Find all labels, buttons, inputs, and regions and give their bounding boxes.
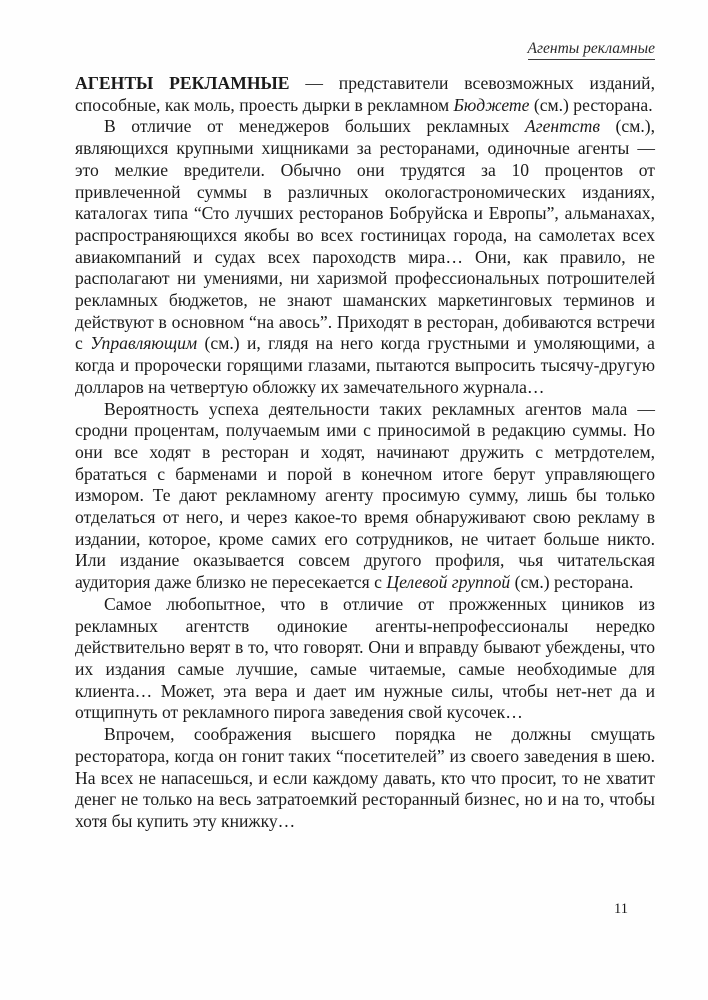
paragraph bbox=[75, 116, 655, 398]
article-body bbox=[75, 73, 655, 833]
running-head bbox=[75, 40, 655, 58]
term-budget: Бюджете bbox=[453, 94, 530, 115]
page-content bbox=[75, 40, 655, 833]
text-segment: (см.), являющихся крупными хищниками за ресторанами, одиночные агенты — это мелкие вредители. Обычно они трудятся за 10 процентов от привлеченной суммы в различных окологастрономических изданиях, каталогах типа “Сто лучших ресторанов Бобруйска и Европы”, альманахах, распространяющихся якобы во всех гостиницах города, на самолетах всех авиакомпаний и судах всех пароходств мира… Они, как правило, не располагают ни умениями, ни харизмой профессиональных потрошителей рекламных бюджетов, не знают шаманских маркетинговых терминов и действуют в основном “на авось”. Приходят в ресторан, добиваются встречи с bbox=[75, 116, 655, 354]
text-segment: В отличие от менеджеров больших рекламных bbox=[104, 116, 525, 137]
term-target-group: Целевой группой bbox=[386, 572, 511, 593]
page-number: 11 bbox=[614, 901, 628, 917]
term-agencies: Агентств bbox=[524, 116, 600, 137]
text-segment: Вероятность успеха деятельности таких рекламных агентов мала — сродни процентам, получаемым ими с приносимой в редакцию суммы. Но они все ходят в ресторан и ходят, начинают дружить с метрдотелем, брататься с барменами и порой в конечном итоге берут управляющего измором. Те дают рекламному агенту просимую сумму, лишь бы только отделаться от него, и через какое-то время обнаруживают свою рекламу в издании, которое, кроме самих его сотрудников, не читает больше никто. Или издание оказывается совсем другого профиля, чья читательская аудитория даже близко не пересекается с bbox=[75, 398, 655, 593]
paragraph-definition bbox=[75, 73, 655, 116]
paragraph bbox=[75, 724, 655, 833]
text-segment: (см.) ресторана. bbox=[529, 94, 653, 115]
paragraph bbox=[75, 594, 655, 724]
paragraph bbox=[75, 399, 655, 594]
text-segment: — представители всевозможных изданий, способные, как моль, проесть дырки в рекламном bbox=[75, 73, 655, 115]
text-segment: (см.) и, глядя на него когда грустными и умоляющими, а когда и пророчески горящими глазами, пытаются выпросить тысячу-другую долларов на четвертую обложку их замечательного журнала… bbox=[75, 333, 655, 397]
headword: АГЕНТЫ РЕКЛАМНЫЕ bbox=[75, 73, 290, 93]
running-head-title: Агенты рекламные bbox=[528, 40, 656, 60]
term-manager: Управляющим bbox=[90, 333, 198, 354]
text-segment: Впрочем, соображения высшего порядка не должны смущать ресторатора, когда он гонит таких “посетителей” из своего заведения в шею. На всех не напасешься, и если каждому давать, кто что просит, то не хватит денег не только на весь затратоемкий ресторанный бизнес, но и на то, чтобы хотя бы купить эту книжку… bbox=[75, 724, 655, 831]
text-segment: Самое любопытное, что в отличие от прожженных циников из рекламных агентств одинокие агенты-непрофессионалы нередко действительно верят в то, что говорят. Они и вправду бывают убеждены, что их издания самые лучшие, самые читаемые, самые необходимые для клиента… Может, эта вера и дает им нужные силы, чтобы нет-нет да и отщипнуть от рекламного пирога заведения свой кусочек… bbox=[75, 593, 655, 723]
text-segment: (см.) ресторана. bbox=[510, 572, 634, 593]
